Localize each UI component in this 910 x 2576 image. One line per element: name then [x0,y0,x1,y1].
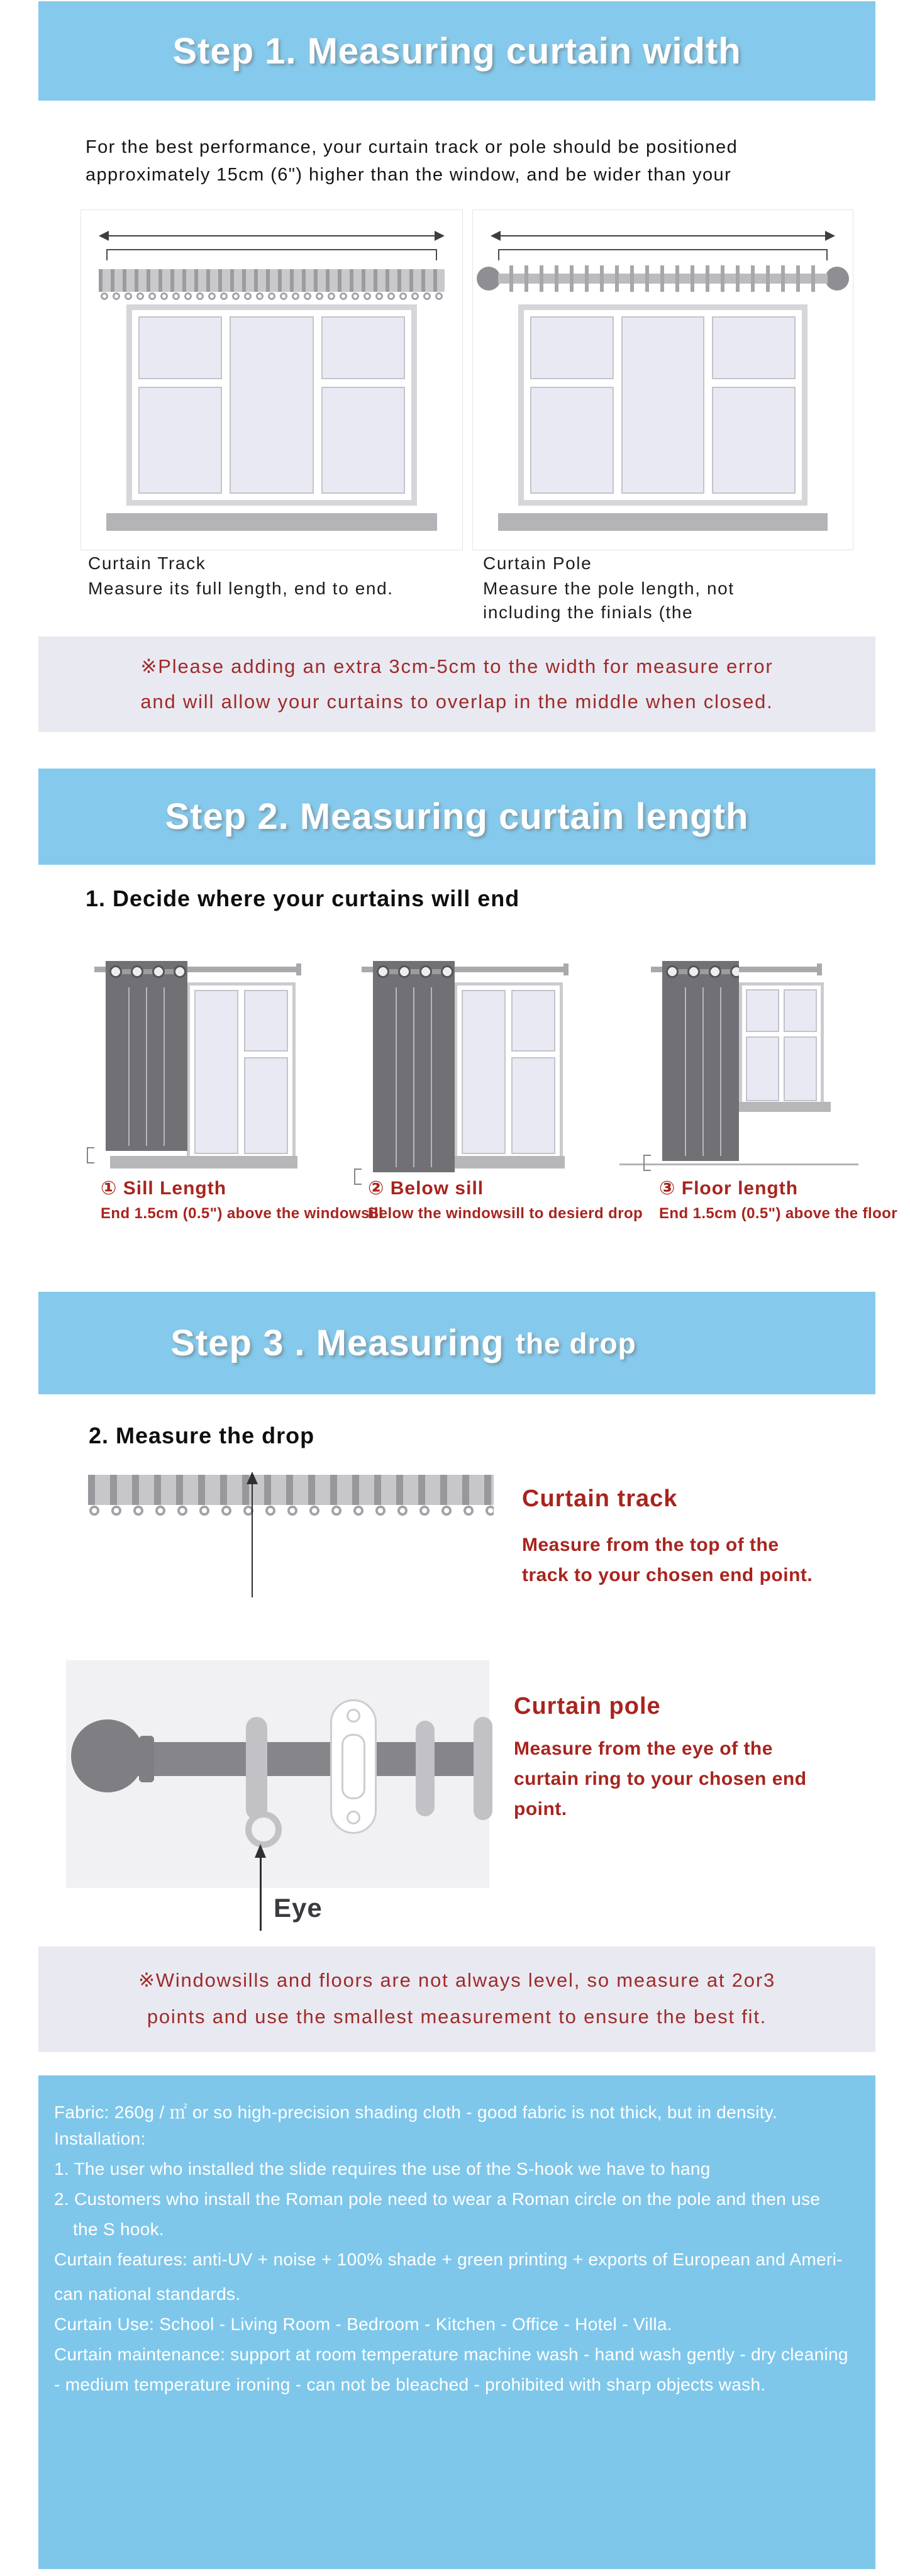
window-pane [138,316,222,379]
pole-end-cap [563,963,569,975]
measure-bracket [106,249,437,260]
double-arrow-icon [100,235,443,236]
window-column [230,316,313,494]
pole-end-cap [296,963,301,975]
curtain-pole-graphic [126,1742,489,1776]
option2-title [368,1177,484,1199]
option3-title [659,1177,798,1199]
curtain-folds [112,987,181,1146]
curtain-track-graphic [88,1475,494,1505]
curtain-folds [669,987,733,1156]
option1-label: Sill Length [123,1178,227,1199]
measure-bracket [498,249,828,260]
track-caption-title: Curtain Track [88,553,206,573]
option3-desc: End 1.5cm (0.5") above the floor [659,1205,897,1222]
step2-header-band [38,769,875,865]
note1-line1: ※Please adding an extra 3cm-5cm to the width for measure error [140,655,774,677]
window-column [511,990,555,1154]
option3-label: Floor length [681,1178,799,1199]
option1-number: ① [101,1178,118,1199]
note1-line2: and will allow your curtains to overlap in the middle when closed. [140,691,774,713]
option2-desc: Below the windowsill to desierd drop [368,1205,643,1222]
windowsill-graphic [106,513,437,531]
curtain-ring [246,1717,267,1820]
up-arrow-icon [252,1480,253,1597]
bracket-slot [341,1734,365,1799]
grommets [106,963,187,980]
info-line: - medium temperature ironing - can not be bleached - prohibited with sharp objects wash. [54,2375,766,2394]
option1-title [101,1177,226,1199]
info-line: 2. Customers who install the Roman pole need to wear a Roman circle on the pole and then use [54,2189,821,2209]
measure-end-mark [354,1169,362,1185]
product-info-panel [38,2075,875,2569]
bracket-screw-hole [347,1709,360,1723]
option3-number: ③ [659,1178,676,1199]
track-drop-title: Curtain track [522,1485,678,1512]
window-pane [230,316,313,494]
sill-length-diagram [94,961,302,1175]
track-drop-line1: Measure from the top of the [522,1535,779,1555]
step1-header-band [38,1,875,101]
step1-title: Step 1. Measuring curtain width [172,30,741,72]
step3-title-main: Step 3 . Measuring [170,1323,504,1363]
window-graphic [126,304,417,506]
curtain-track-graphic [99,269,445,292]
below-sill-diagram [362,961,569,1178]
step3-title-sub: the drop [515,1326,636,1360]
curtain-pole-diagram [472,209,853,550]
pole-drop-line3: point. [514,1799,567,1819]
step2-title: Step 2. Measuring curtain length [165,796,749,837]
curtain-ring [416,1721,435,1816]
window-pane [784,989,817,1032]
up-arrow-icon [260,1857,262,1931]
pole-rings [509,265,816,292]
finial-neck [139,1736,154,1782]
windowsill-graphic [731,1102,831,1112]
option1-desc: End 1.5cm (0.5") above the windowsill [101,1205,383,1222]
info-line: Curtain maintenance: support at room temperature machine wash - hand wash gently - dry cleaning [54,2345,848,2364]
window-graphic [187,982,296,1162]
measure-end-mark [87,1147,94,1163]
level-note-banner [38,1946,875,2052]
curtain-graphic [373,961,455,1172]
window-graphic [454,982,563,1162]
pole-eye-diagram [66,1660,489,1923]
window-pane [321,316,405,379]
window-pane [244,1057,288,1154]
window-column [138,316,222,494]
double-arrow-icon [492,235,834,236]
step2-subheading: 1. Decide where your curtains will end [86,886,520,911]
window-graphic [739,982,824,1108]
window-pane [712,387,796,494]
intro-line-1: For the best performance, your curtain track or pole should be positioned [86,137,738,157]
window-column [244,990,288,1154]
window-pane [462,990,506,1154]
curtain-folds [379,987,448,1167]
window-pane [621,316,705,494]
window-pane [784,1036,817,1101]
info-line: Curtain Use: School - Living Room - Bedroom - Kitchen - Office - Hotel - Villa. [54,2314,672,2334]
intro-line-2: approximately 15cm (6") higher than the window, and be wider than your [86,165,732,185]
note2-line1: ※Windowsills and floors are not always level, so measure at 2or3 [138,1969,776,1991]
track-drop-line2: track to your chosen end point. [522,1565,813,1585]
wall-bracket [330,1699,377,1834]
window-column [712,316,796,494]
finial-graphic [477,267,501,291]
window-pane [511,1057,555,1154]
window-pane [138,387,222,494]
pole-drop-line2: curtain ring to your chosen end [514,1768,807,1789]
note2-line2: points and use the smallest measurement to ensure the best fit. [147,2006,767,2028]
option2-label: Below sill [390,1178,484,1199]
window-column [321,316,405,494]
info-line: can national standards. [54,2284,241,2304]
finial-graphic [825,267,849,291]
info-line: 1. The user who installed the slide requires the use of the S-hook we have to hang [54,2159,711,2179]
floor-length-diagram [651,961,858,1178]
window-pane [244,990,288,1052]
window-pane [712,316,796,379]
window-column [784,989,817,1101]
window-graphic [518,304,807,506]
track-glider-eyes [88,1505,494,1519]
window-pane [746,989,779,1032]
window-column [746,989,779,1101]
eye-ring [245,1811,282,1848]
grommets [662,963,739,980]
windowsill-graphic [498,513,828,531]
track-glider-eyes [99,292,445,303]
step3-header-band [38,1292,875,1394]
curtain-graphic [106,961,187,1151]
info-line: Curtain features: anti-UV + noise + 100% shade + green printing + exports of European and Ameri- [54,2250,843,2269]
pole-caption-line1: Measure the pole length, not [483,579,735,598]
eye-label: Eye [274,1893,323,1923]
curtain-track-diagram [80,209,463,550]
window-column [530,316,614,494]
window-column [621,316,705,494]
pole-end-cap [817,963,822,975]
window-pane [530,316,614,379]
window-pane [530,387,614,494]
width-note-banner [38,636,875,732]
option2-number: ② [368,1178,385,1199]
windowsill-graphic [110,1156,297,1169]
track-caption-body: Measure its full length, end to end. [88,579,394,598]
curtain-graphic [662,961,739,1161]
info-line: Fabric: 260g / ㎡ or so high-precision shading cloth - good fabric is not thick, but in density. [54,2102,778,2122]
finial-graphic [71,1719,144,1792]
info-line: the S hook. [73,2219,164,2239]
window-column [462,990,506,1154]
floor-line [619,1163,858,1165]
pole-caption-title: Curtain Pole [483,553,592,573]
pole-drop-line1: Measure from the eye of the [514,1738,773,1759]
pole-caption-line2: including the finials (the [483,602,694,622]
pole-drop-title: Curtain pole [514,1693,661,1719]
measure-end-mark [643,1155,651,1171]
info-line: Installation: [54,2129,146,2148]
window-column [194,990,238,1154]
window-pane [321,387,405,494]
bracket-screw-hole [347,1811,360,1824]
window-pane [194,990,238,1154]
step3-subheading: 2. Measure the drop [89,1423,315,1448]
curtain-ring [474,1717,492,1820]
grommets [373,963,455,980]
window-pane [511,990,555,1052]
window-pane [746,1036,779,1101]
